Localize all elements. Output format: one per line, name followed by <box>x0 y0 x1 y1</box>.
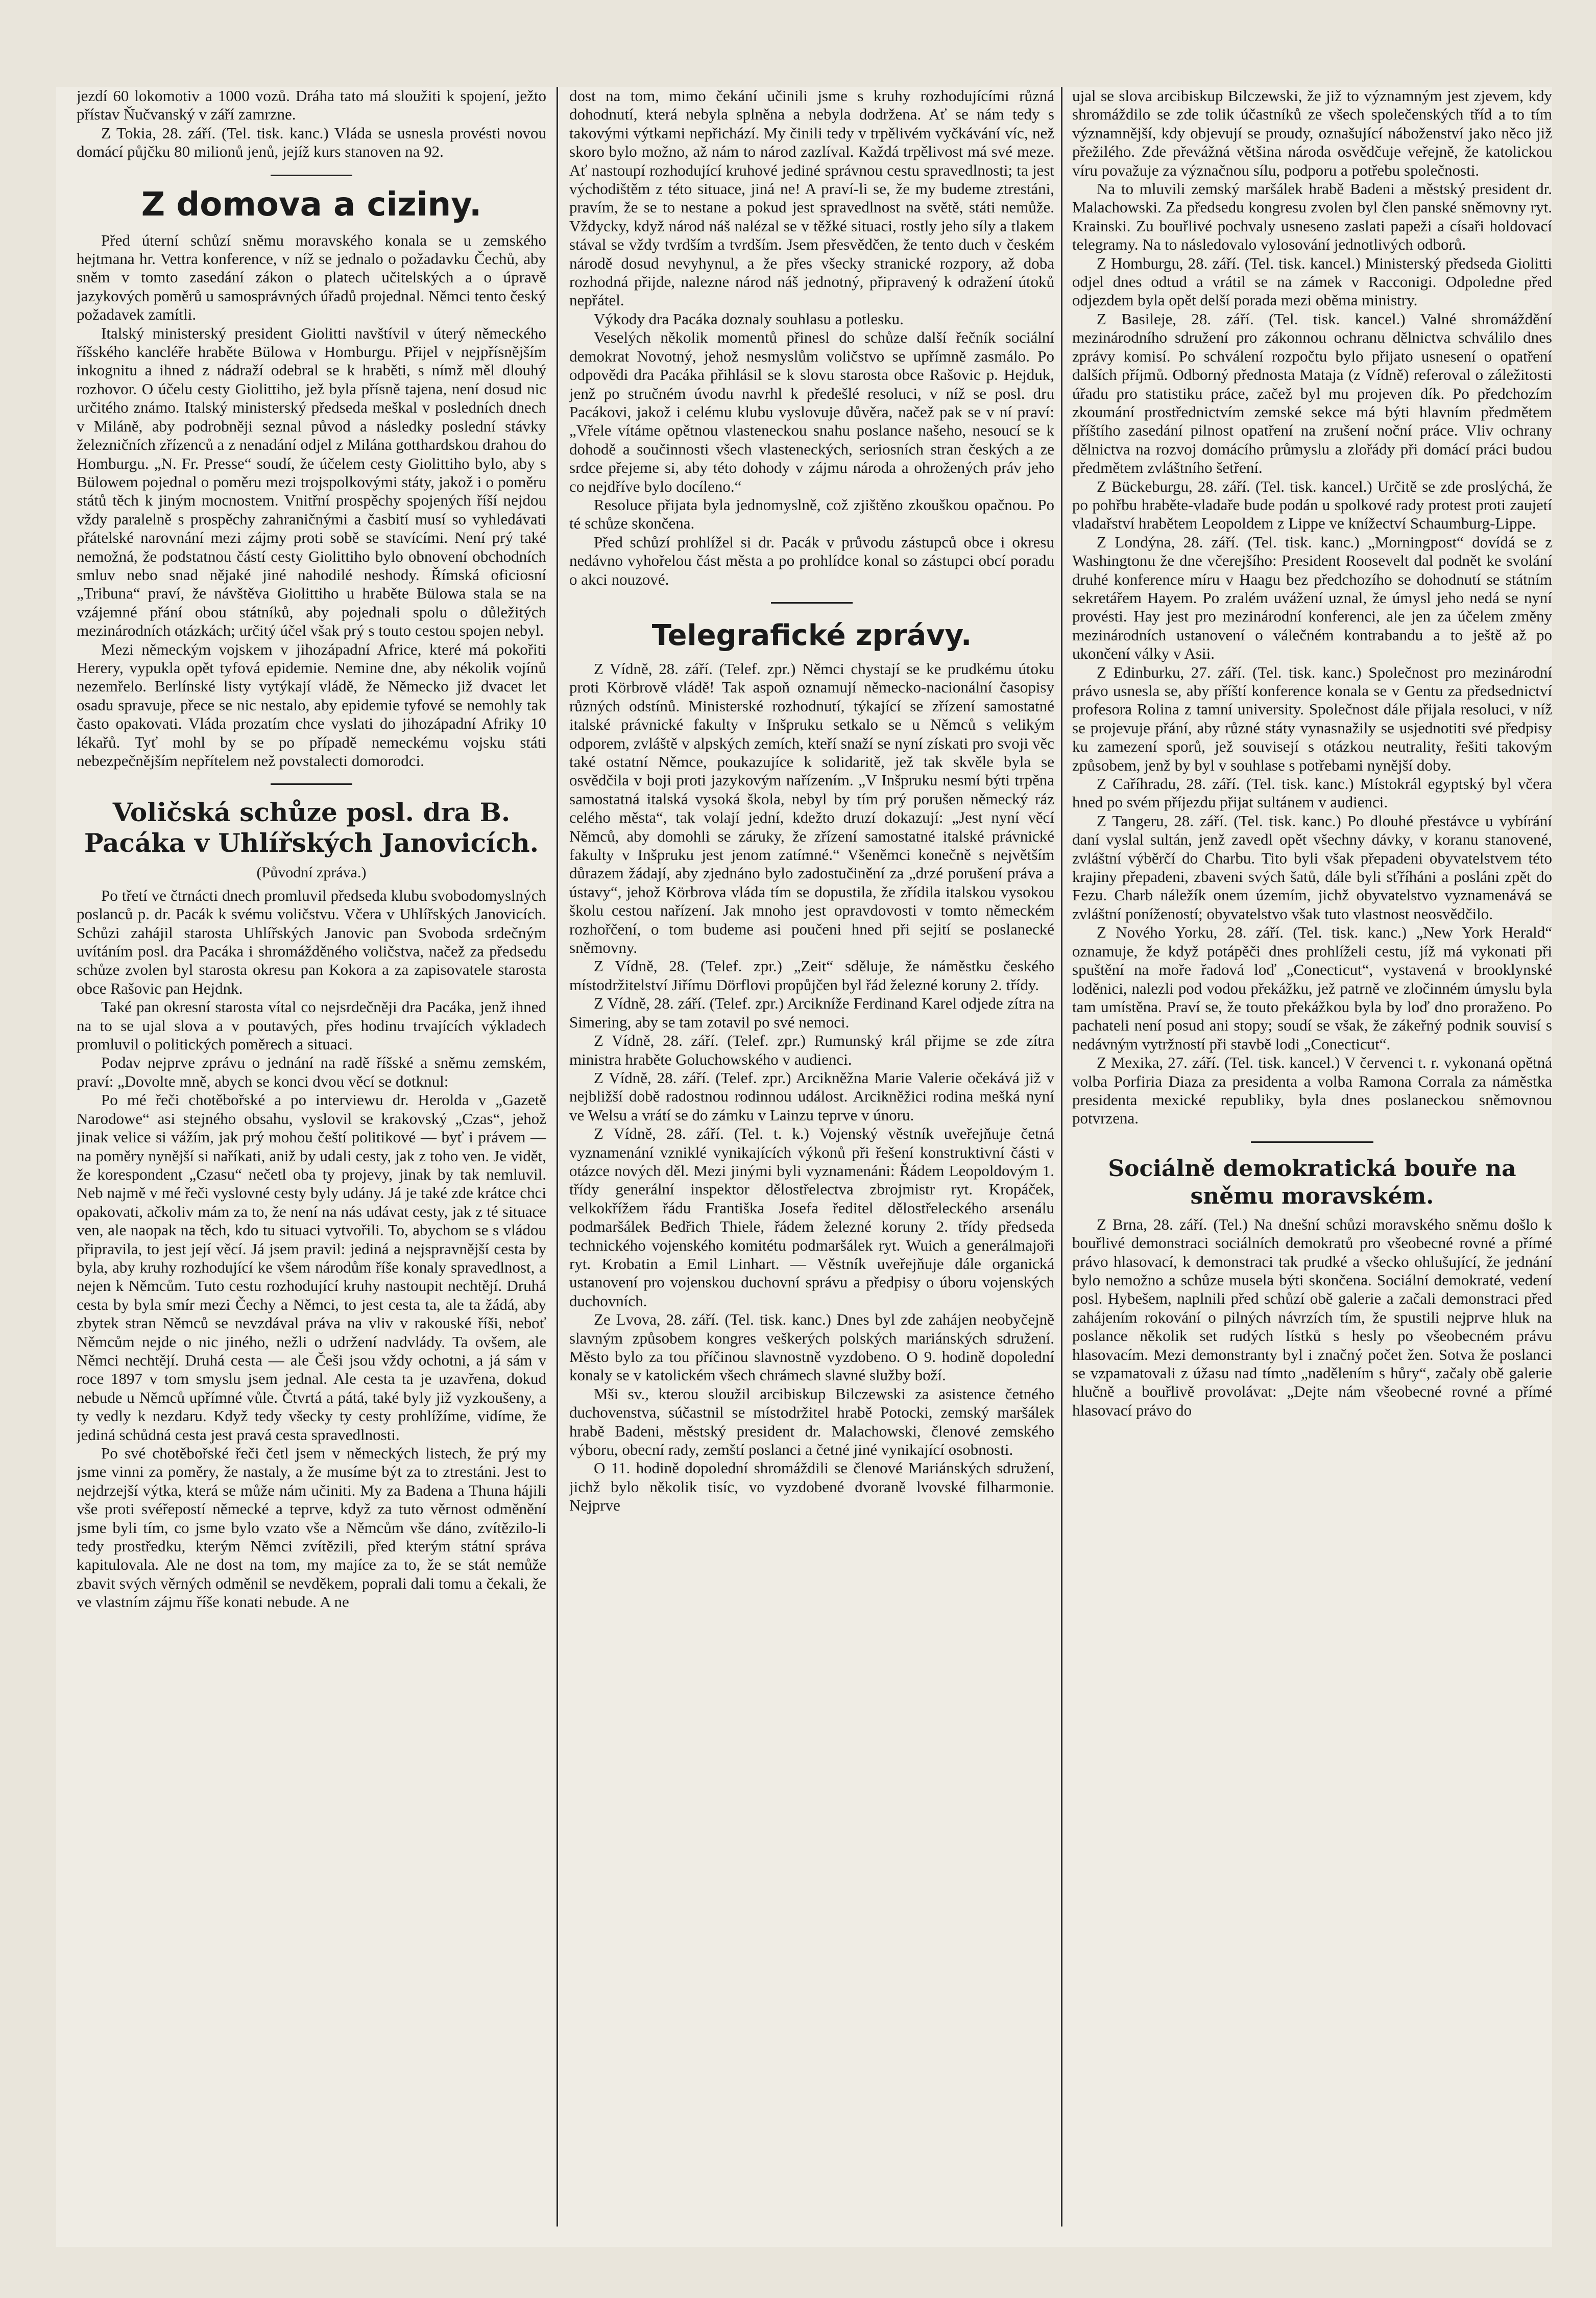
article-text: Po své chotěbořské řeči četl jsem v německých listech, že prý my jsme vinni za poměry, že nastaly, a že musíme být za to ztrestáni. Jest to nejdrzejší výtka, která se může nám učiniti. My za Badena a Thuna hájili vše proti svéřepostí německé a teprve, když za tuto věrnost odměnění jsme byli tím, co jsme bylo vzato vše a Němcům vše dáno, zvítězilo-li tedy prostředku, kterým Němci zvítězili, před kterým státní správa kapitulovala. Ale ne dost na tom, my majíce za to, že se stát nemůže zbavit svých věrných odměnil se nevděkem, poprali dali tomu a čekali, že ve vlastním zájmu říše konati nebude. A ne <box>77 1444 546 1611</box>
article-heading: Sociálně demokratická bouře na sněmu moravském. <box>1108 1155 1516 1209</box>
article-text: Po třetí ve čtrnácti dnech promluvil předseda klubu svobodomyslných poslanců p. dr. Pacák k svému voličstvu. Včera v Uhlířských Janovicích. Schůzi zahájil starosta Uhlířských Janovic pan Svoboda srdečným uvítáním posl. dra Pacáka i shromážděného voličstva, načež za předsedu schůze zvolen byl starosta okresu pan Kokora a za zapisovatele starosta obce Rašovic pan Hejdnk. <box>77 886 546 997</box>
section-divider <box>271 175 352 176</box>
column-rule <box>1061 87 1062 2227</box>
article-text: Z Caříhradu, 28. září. (Tel. tisk. kanc.) Místokrál egyptský byl včera hned po svém příjezdu přijat sultánem v audienci. <box>1072 775 1552 811</box>
newspaper-page <box>56 87 1552 2247</box>
column-2 <box>569 87 1054 2227</box>
section-divider <box>1251 1141 1373 1143</box>
article-text: O 11. hodině dopolední shromáždili se členové Mariánských sdružení, jichž bylo několik tisíc, vo vyzdobené dvoraně lvovské filharmonie. Nejprve <box>569 1459 1054 1515</box>
article-text: Z Vídně, 28. (Telef. zpr.) „Zeit“ sděluje, že náměstku českého místodržitelství Jiřímu Dörflovi propůjčen byl řád železné koruny 2. třídy. <box>569 957 1054 994</box>
column-1 <box>77 87 546 2227</box>
article-text: Z Mexika, 27. září. (Tel. tisk. kancel.) V červenci t. r. vykonaná opětná volba Porfiria Diaza za presidenta a volba Ramona Corrala za náměstka presidenta mexické republiky, byla dnes poslaneckou sněmovnou potvrzena. <box>1072 1054 1552 1128</box>
article-text: jezdí 60 lokomotiv a 1000 vozů. Dráha tato má sloužiti k spojení, ježto přístav Ňučvanský v září zamrzne. <box>77 87 546 124</box>
article-text: Před úterní schůzí sněmu moravského konala se u zemského hejtmana hr. Vettra konference, v níž se jednalo o požadavku Čechů, aby sněm v tomto zasedání zákon o platech učitelských a o úpravě jazykových poměrů u samosprávných úřadů projednal. Němci tento český požadavek zamítli. <box>77 231 546 324</box>
article-text: Z Nového Yorku, 28. září. (Tel. tisk. kanc.) „New York Herald“ oznamuje, že když potápěči dnes prohlíželi cestu, jíž má vykonati při spuštění na moře řadová loď „Conecticut“, vystavená v brooklynské loděnici, nalezli pod vodou překážku, jež patrně ve zločinném úmyslu byla tam umístěna. Praví se, že touto překážkou byla by loď dno proraženo. Po pachateli není posud ani stopy; soudí se však, že zákeřný podnik souvisí s nedávným vytržností při stavbě lodi „Conecticut“. <box>1072 923 1552 1053</box>
article-heading: Voličská schůze posl. dra B. Pacáka v Uhlířských Janovicích. <box>84 797 539 858</box>
article-text: Z Vídně, 28. září. (Tel. t. k.) Vojenský věstník uveřejňuje četná vyznamenání vzniklé vynikajících výkonů při řešení konstruktivní části v otázce nových děl. Mezi jinými byli vyznamenáni: Řádem Leopoldovým 1. třídy generální inspektor dělostřelectva zbrojmistr ryt. Kropáček, velkokřížem řádu Františka Josefa ředitel dělostřeleckého arsenálu podmaršálek Bedřich Thiele, řádem železné koruny 2. třídy předseda technického vojenského komitétu podmaršálek ryt. Wuich a generálmajoři ryt. Krobatin a Emil Linhart. — Věstník uveřejňuje dále organická ustanovení pro vojenskou duchovní správu a předpisy o úboru vojenských duchovních. <box>569 1124 1054 1310</box>
article-text: Z Vídně, 28. září. (Telef. zpr.) Němci chystají se ke prudkému útoku proti Körbrově vládě! Tak aspoň oznamují německo-nacionální časopisy různých odstínů. Ministerské rozhodnutí, týkající se zřízení samostatné italské právnické fakulty v Inšpruku setkalo se u Němců s velikým odporem, zvláště v alpských zemích, kteří snaží se nyní získati pro svoji věc také ostatní Němce, poukazujíce k solidaritě, jež tak skvěle byla se osvědčila v boji proti jazykovým nařízením. „V Inšpruku nesmí býti trpěna samostatná italská vysoká škola, nebyl by tím prý porušen německý ráz celého města“, tak volají jední, kdežto druzí dokazují: „Jest nyní věcí Němců, aby domohli se záruky, že zřízení samostatné italské právnické fakulty v Inšpruku jest jenom zatímné.“ Všeněmci konečně s největším důrazem žádají, aby zjednáno bylo zadostučinění za „drzé porušení práva a ústavy“, jehož Körbrova vláda tím se dopustila, že zřídila italskou vysokou školu cestou nařízení. Jak mnoho jest opravdovosti v tomto německém rozhořčení, o tom budeme asi poučeni hned při sejití se poslanecké sněmovny. <box>569 659 1054 957</box>
column-rule <box>557 87 558 2227</box>
article-text: Z Vídně, 28. září. (Telef. zpr.) Rumunský král přijme se zde zítra ministra hraběte Goluchowského v audienci. <box>569 1032 1054 1068</box>
section-heading: Z domova a ciziny. <box>141 185 482 224</box>
article-text: Na to mluvili zemský maršálek hrabě Badeni a městský president dr. Malachowski. Za předsedu kongresu zvolen byl člen panské sněmovny ryt. Krainski. Zu bouřlivé pochvaly usneseno zaslati papeži a císaři holdovací telegramy. Na to následovalo vylosování jednotlivých odborů. <box>1072 180 1552 254</box>
article-text: Ze Lvova, 28. září. (Tel. tisk. kanc.) Dnes byl zde zahájen neobyčejně slavným způsobem kongres veškerých polských mariánských sdružení. Město bylo za tou příčinou slavnostně vyzdobeno. O 9. hodině dopolední konaly se v katolickém všech chrámech slavné služby boží. <box>569 1310 1054 1384</box>
article-text: Veselých několik momentů přinesl do schůze další řečník sociální demokrat Novotný, jehož nesmyslům voličstvo se upřímně zasmálo. Po odpovědi dra Pacáka přihlásil se k slovu starosta obce Rašovic p. Hejduk, jenž po stručném úvodu navrhl k předešlé resoluci, v níž se posl. dru Pacákovi, jakož i celému klubu vyslovuje důvěra, načež pak se v ní praví: „Vřele vítáme opětnou vlasteneckou snahu poslance našeho, nesoucí se k dohodě a součinnosti všech vlasteneckých, seriosních stran českých a ze srdce přejeme si, aby této dohody v zájmu národa a ohrožených práv jeho co nejdříve bylo docíleno.“ <box>569 328 1054 495</box>
article-text: Před schůzí prohlížel si dr. Pacák v průvodu zástupců obce i okresu nedávno vyhořelou část města a po prohlídce konal so zástupci obcí poradu o akci nouzové. <box>569 533 1054 588</box>
article-text: dost na tom, mimo čekání učinili jsme s kruhy rozhodujícími různá dohodnutí, která nebyla splněna a nebyla dodržena. Ať se nám tedy s takovými výtkami nepřichází. My činili tedy v trpělivém vyčkávání víc, než skoro bylo možno, až nám to národ zazlíval. Každá trpělivost má své meze. Ať nastoupí rozhodující kruhové jediné správnou cestu spravedlnosti; ta jest východištěm z této situace, jiná ne! A praví-li se, že my budeme ztrestáni, pravím, že se to nestane a pokud jest spravedlnost na světě, státi nemůže. Vždycky, když národ náš nalézal se v těžké situaci, rostly jeho síly a tlakem stával se vždy tvrdším a tvrdším. Jsem přesvědčen, že tento duch v českém národě dosud nevyhynul, a že přes všecky stranické rozpory, až doba rozhodná přijde, nalezne národ náš jednotný, připravený k odražení útoků nepřátel. <box>569 87 1054 309</box>
article-text: Z Vídně, 28. září. (Telef. zpr.) Arcikněžna Marie Valerie očekává již v nejbližší době radostnou rodinnou událost. Arcikněžici rodina mešká nyní ve Welsu a vrátí se do zámku v Lainzu teprve v únoru. <box>569 1068 1054 1124</box>
article-text: Z Tangeru, 28. září. (Tel. tisk. kanc.) Po dlouhé přestávce u vybírání daní vyslal sultán, jenž zavedl opět všechny dávky, v koranu stanovené, zvláštní výběrčí do Charbu. Tito byli však přepadeni obyvatelstvem této krajiny přepadeni, zbaveni svých šatů, dále byli sťříháni a posláni zpět do Fezu. Charb náležík onem územím, jichž obyvatelstvo vyznamenává se zvláštní ponížeností; obyvatelstvo však tuto vlastnost neosvědčilo. <box>1072 811 1552 923</box>
article-text: Z Basileje, 28. září. (Tel. tisk. kancel.) Valné shromáždění mezinárodního sdružení pro zákonnou ochranu dělnictva schválilo dnes zprávy komisí. Po schválení rozpočtu bylo přijato usnesení o opatření dalších příjmů. Odborný přednosta Mataja (z Vídně) referoval o záležitosti úřadu pro statistiku práce, začež byl mu projeven dík. Po předchozím zkoumání prostřednictvím zemské sekce má býti hlavním předmětem příštího zasedání pilnost opatření na zrušení noční práce. Vliv ochrany dělnictva na rozvoj domácího průmyslu a zlořády při domácí práci budou předmětem zvláštního šetření. <box>1072 309 1552 477</box>
section-divider <box>771 602 853 604</box>
article-text: Z Tokia, 28. září. (Tel. tisk. kanc.) Vláda se usnesla provésti novou domácí půjčku 80 milionů jenů, jejíž kurs stanoven na 92. <box>77 124 546 161</box>
article-text: Mši sv., kterou sloužil arcibiskup Bilczewski za asistence četného duchovenstva, súčastnil se místodržitel hrabě Potocki, zemský maršálek hrabě Badeni, městský president dr. Malachowski, členové zemského výboru, obecní rady, zemští poslanci a četné jiné vynikající osobnosti. <box>569 1384 1054 1459</box>
article-subheading: (Původní zpráva.) <box>256 864 367 881</box>
article-text: Mezi německým vojskem v jihozápadní Africe, které má pokořiti Herery, vypukla opět tyfová epidemie. Nemine dne, aby nékolik vojínů nezemřelo. Berlínské listy vytýkají vládě, že Německo již dvacet let osadu spravuje, přece se nic nestalo, aby epidemie tyfové se nemohly tak často opakovati. Vláda prozatím chce vyslati do jihozápadní Afriky 10 lékařů. Tyť mohl by se po případě nemeckému vojsku státi nebezpečnějším nepřítelem než povstalecti domorodci. <box>77 640 546 770</box>
article-text: Z Brna, 28. září. (Tel.) Na dnešní schůzi moravského sněmu došlo k bouřlivé demonstraci sociálních demokratů pro všeobecné rovné a přímé právo hlasovací, k demonstraci tak prudké a všecko ohlušující, že jednání bylo nemožno a schůze musela býti skončena. Sociální demokraté, vedení posl. Hybešem, naplnili před schůzí obě galerie a začali demonstraci před zahájením rokování o pilných návrzích tím, že spustili nejprve hluk na poslance několik set rudých lístků s hesly po všeobecném právu hlasovacím. Mezi demonstranty byl i značný počet žen. Sotva že poslanci se vzpamatovali z úžasu nad tímto „nadělením s hůry“, začaly obě galerie hlučně a bouřlivě provolávat: „Dejte nám všeobecné rovné a přímé hlasovací právo do <box>1072 1215 1552 1419</box>
article-text: Z Edinburku, 27. září. (Tel. tisk. kanc.) Společnost pro mezinárodní právo usnesla se, aby příští konference konala se v Gentu za předsednictví profesora Rolina z tamní university. Společnost dále přijala resoluci, v níž se projevuje přání, aby různé státy vynasnažily se usjednotiti své předpisy ku zamezení sporů, jež souvisejí s otázkou neutrality, řešiti takovým způsobem, jenž by byl v souhlase s potřebami nynější doby. <box>1072 663 1552 774</box>
article-text: Po mé řeči chotěbořské a po interviewu dr. Herolda v „Gazetě Narodowe“ asi stejného obsahu, vyslovil se krakovský „Czas“, jehož jinak velice si vážím, jak prý mohou čeští politikové — byť i právem — na poměry nynější si naříkati, aniž by udali cesty, jak z toho ven. Je vidět, že korespondent „Czasu“ nečetl oba ty projevy, jinak by tak nemluvil. Neb najmě v mé řeči vyslovné cesty byly udány. Já je také zde krátce chci opakovati, ačkoliv mám za to, že není na nás udávat cesty, jak z té situace ven, ale naopak na těch, kdo tu situaci vytvořili. To, abychom se s vládou připravila, to jest její věcí. Já jsem pravil: jediná a nejspravnější cesta by byla, aby kruhy rozhodující ke všem národům říše konaly spravedlnost, a nejen k Němcům. Tuto cestu rozhodující kruhy nastoupit nechtějí. Druhá cesta by byla smír mezi Čechy a Němci, to jest cesta ta, ale ta žádá, aby zbytek stran Němců se nevzdával práva na vliv v rakouské říši, neboť Němcům nejde o nic jiného, nežli o udržení nadvlády. Ta ovšem, ale Němci nechtějí. Druhá cesta — ale Češi jsou vždy ochotni, a já sám v roce 1897 v tom smyslu jsem jednal. Ale cesta ta je uzavřena, dokud nebude u Němců upřímné vůle. Čtvrtá a pátá, také byly již vyzkoušeny, a ty vedly k nezdaru. Když tedy všecky ty cesty prohlížíme, vidíme, že jediná schůdná cesta jest pravá cesta spravedlnosti. <box>77 1091 546 1444</box>
article-text: Z Londýna, 28. září. (Tel. tisk. kanc.) „Morningpost“ dovídá se z Washingtonu že dne včerejšího: President Roosevelt dal podnět ke svolání druhé konference míru v Haagu bez předchozího se dohodnutí se státním sekretářem Hayem. Po zralém uvážení uznal, že úmysl jeho nedá se nyní provésti. Hay jest pro mezinárodní konferenci, ale jen za účelem změny mezinárodních ustanovení o válečném kontrabandu a to ještě až po ukončení války v Asii. <box>1072 533 1552 663</box>
article-text: Italský ministerský president Giolitti navštívil v úterý německého říšského kancléře hraběte Bülowa v Homburgu. Přijel v nejpřísnějším inkognitu a ihned z nádraží odebral se k hraběti, s nímž měl dlouhý rozhovor. O účelu cesty Giolittiho, jež byla přísně tajena, není dosud nic určitého známo. Italský ministerský předseda meškal v posledních dnech v Miláně, aby podrobněji seznal původ a následky poslední stávky železničních zřízenců a z nenadání odjel z Milána gotthardskou drahou do Homburgu. „N. Fr. Presse“ soudí, že účelem cesty Giolittiho bylo, aby s Bülowem pojednal o poměru mezi trojspolkovými státy, jakož i o poměru států těch k jiným mocnostem. Vnitřní prospěchy spojených říší nejdou vždy paralelně s prospěchy zahraničnými a časbití musí so vyhledávati přátelské narovnání mezi zájmy proti sobě se stavícími. Není prý také nemožná, že podstatnou částí cesty Giolittiho bylo obnovení obchodních smluv nebo snad nějaké jiné nahodilé neshody. Římská oficiosní „Tribuna“ praví, že návštěva Giolittiho u hraběte Bülowa stala se na vzájemné přání obou státníků, aby pojednali spolu o důležitých mezinárodních otázkách; určitý účel však prý s touto cestou spojen nebyl. <box>77 324 546 640</box>
article-text: Z Vídně, 28. září. (Telef. zpr.) Arcikníže Ferdinand Karel odjede zítra na Simering, aby se tam zotavil po své nemoci. <box>569 994 1054 1031</box>
column-3 <box>1072 87 1552 2227</box>
article-text: Z Homburgu, 28. září. (Tel. tisk. kancel.) Ministerský předseda Giolitti odjel dnes odtud a vrátil se na zámek v Racconigi. Odpoledne před odjezdem byla opět delší porada mezi oběma ministry. <box>1072 254 1552 309</box>
article-text: Z Bückeburgu, 28. září. (Tel. tisk. kancel.) Určitě se zde proslýchá, že po pohřbu hraběte-vladaře bude podán u spolkové rady protest proti zaujetí vladařství hrabětem Leopoldem z Lippe ve knížectví Schaumburg-Lippe. <box>1072 477 1552 533</box>
article-text: Výkody dra Pacáka doznaly souhlasu a potlesku. <box>594 309 904 328</box>
article-text: ujal se slova arcibiskup Bilczewski, že již to významným jest zjevem, kdy shromáždilo se zde tolik účastníků ze všech společenských tříd a to tím významnější, kdy objevují se proudy, oznašující náboženství jako něco již přežilého. Zde převážná většina národa osvědčuje veřejně, že katolickou víru považuje za význačnou sílu, podporu a potřebu společnosti. <box>1072 87 1552 179</box>
section-divider <box>271 783 352 785</box>
article-text: Resoluce přijata byla jednomyslně, což zjištěno zkouškou opačnou. Po té schůze skončena. <box>569 495 1054 533</box>
article-text: Také pan okresní starosta vítal co nejsrdečněji dra Pacáka, jenž ihned na to se ujal slova a v poutavých, přes hodinu trvajících výkladech promluvil o politických poměrech a situaci. <box>77 998 546 1054</box>
section-heading: Telegrafické zprávy. <box>651 618 972 652</box>
article-text: Podav nejprve zprávu o jednání na radě říšské a sněmu zemském, praví: „Dovolte mně, abych se konci dvou věcí se dotknul: <box>77 1054 546 1090</box>
